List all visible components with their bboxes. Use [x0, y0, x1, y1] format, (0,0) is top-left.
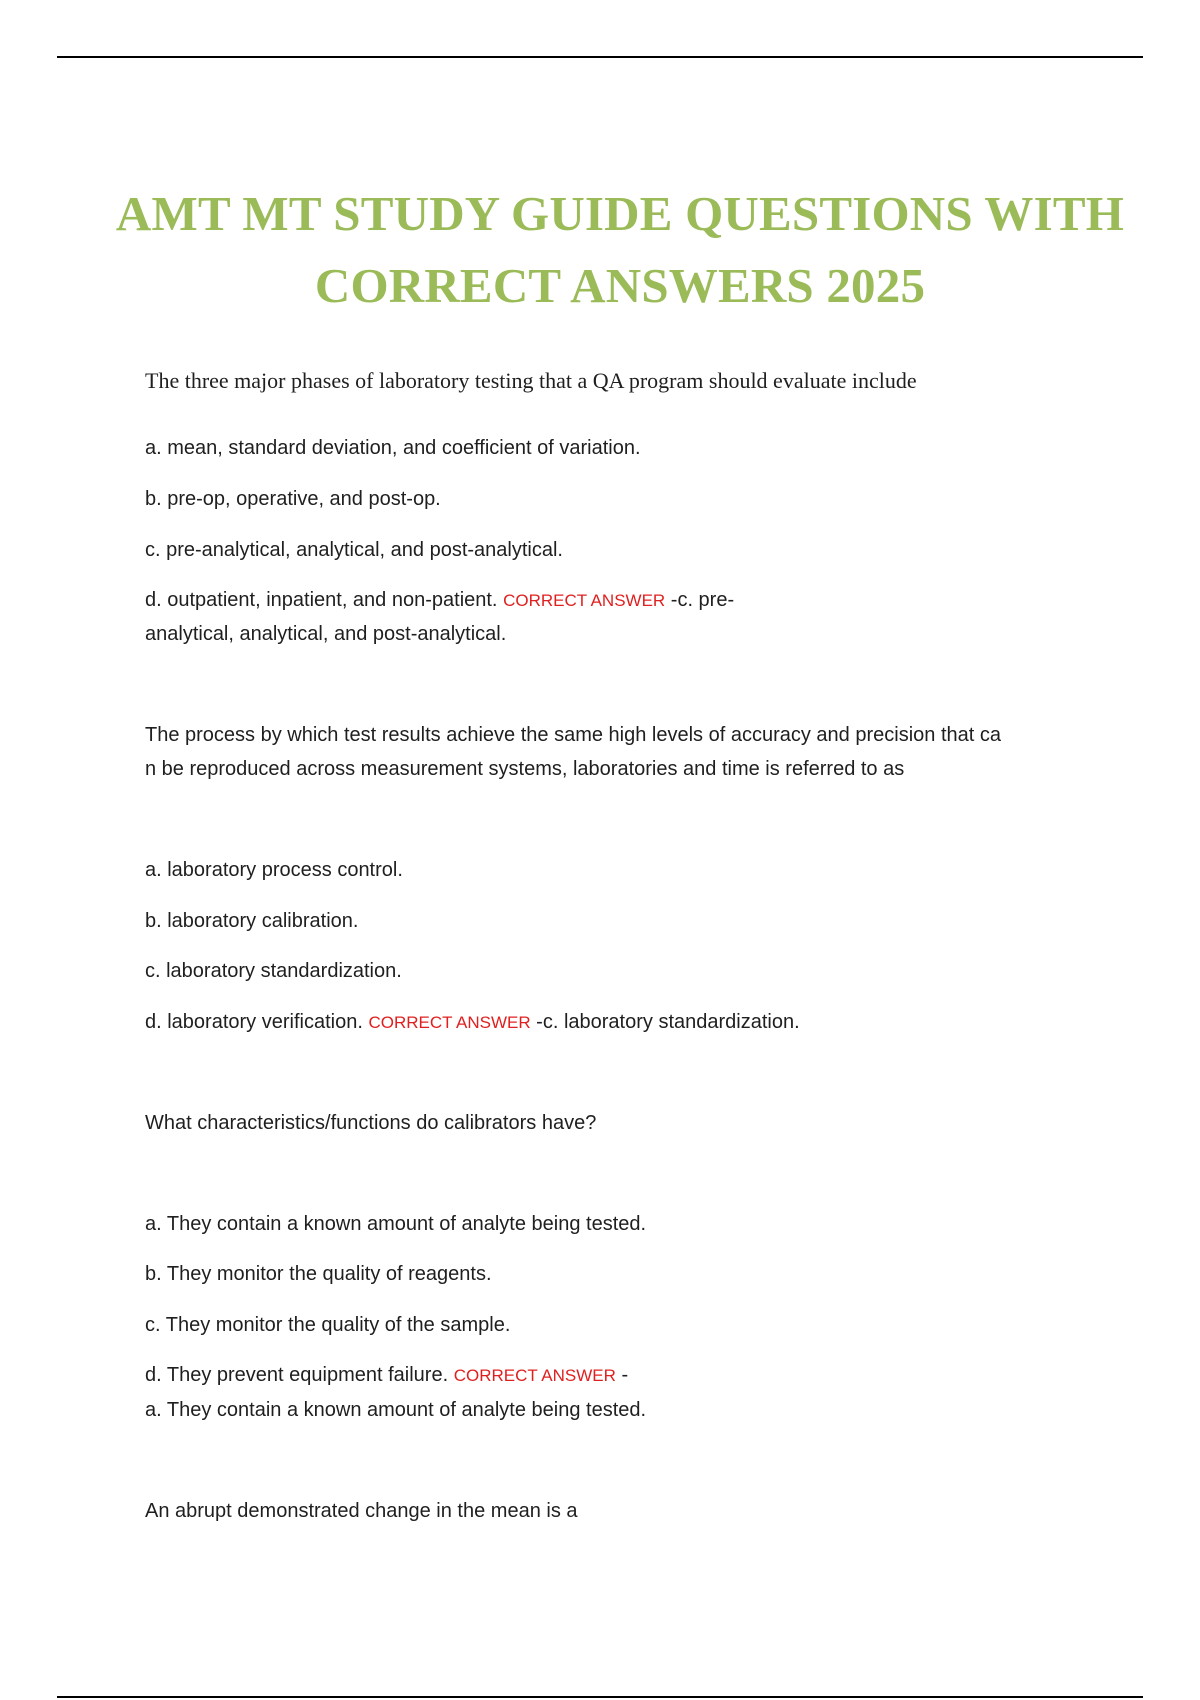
- answer-option: c. laboratory standardization.: [145, 960, 402, 982]
- footer-rule: [57, 1696, 1143, 1698]
- answer-option: b. pre-op, operative, and post-op.: [145, 488, 441, 510]
- question-text: What characteristics/functions do calibrators have?: [145, 1112, 597, 1134]
- answer-option: d. laboratory verification.: [145, 1011, 363, 1033]
- correct-answer-label: CORRECT ANSWER: [503, 591, 666, 610]
- answer-option: d. outpatient, inpatient, and non-patient.: [145, 589, 498, 611]
- answer-option-with-correct: [145, 586, 734, 615]
- question-text: n be reproduced across measurement systems, laboratories and time is referred to as: [145, 758, 905, 780]
- title-line-2: CORRECT ANSWERS 2025: [314, 258, 926, 313]
- correct-answer-label: CORRECT ANSWER: [368, 1013, 531, 1032]
- answer-option: a. mean, standard deviation, and coefficient of variation.: [145, 437, 641, 459]
- correct-answer-text: -: [621, 1364, 629, 1386]
- answer-option-with-correct: [145, 1008, 800, 1037]
- answer-option: c. They monitor the quality of the sample.: [145, 1314, 511, 1336]
- answer-option-with-correct: [145, 1361, 628, 1390]
- question-text: An abrupt demonstrated change in the mean is a: [145, 1500, 578, 1522]
- answer-option: a. They contain a known amount of analyte being tested.: [145, 1213, 647, 1235]
- document-title: [60, 178, 1180, 322]
- question-text: The process by which test results achieve the same high levels of accuracy and precision that ca: [145, 724, 1001, 746]
- correct-answer-text: -c. pre-: [670, 589, 735, 611]
- correct-answer-text: analytical, analytical, and post-analytical.: [145, 623, 507, 645]
- answer-option: d. They prevent equipment failure.: [145, 1364, 449, 1386]
- answer-option: b. They monitor the quality of reagents.: [145, 1263, 492, 1285]
- correct-answer-label: CORRECT ANSWER: [453, 1366, 616, 1385]
- answer-option: c. pre-analytical, analytical, and post-analytical.: [145, 539, 563, 561]
- answer-option: b. laboratory calibration.: [145, 910, 359, 932]
- header-rule: [57, 56, 1143, 58]
- answer-option: a. laboratory process control.: [145, 859, 403, 881]
- correct-answer-text: -c. laboratory standardization.: [536, 1011, 800, 1033]
- title-line-1: AMT MT STUDY GUIDE QUESTIONS WITH: [115, 186, 1125, 241]
- correct-answer-text: a. They contain a known amount of analyte being tested.: [145, 1399, 647, 1421]
- question-text: The three major phases of laboratory testing that a QA program should evaluate include: [145, 368, 917, 393]
